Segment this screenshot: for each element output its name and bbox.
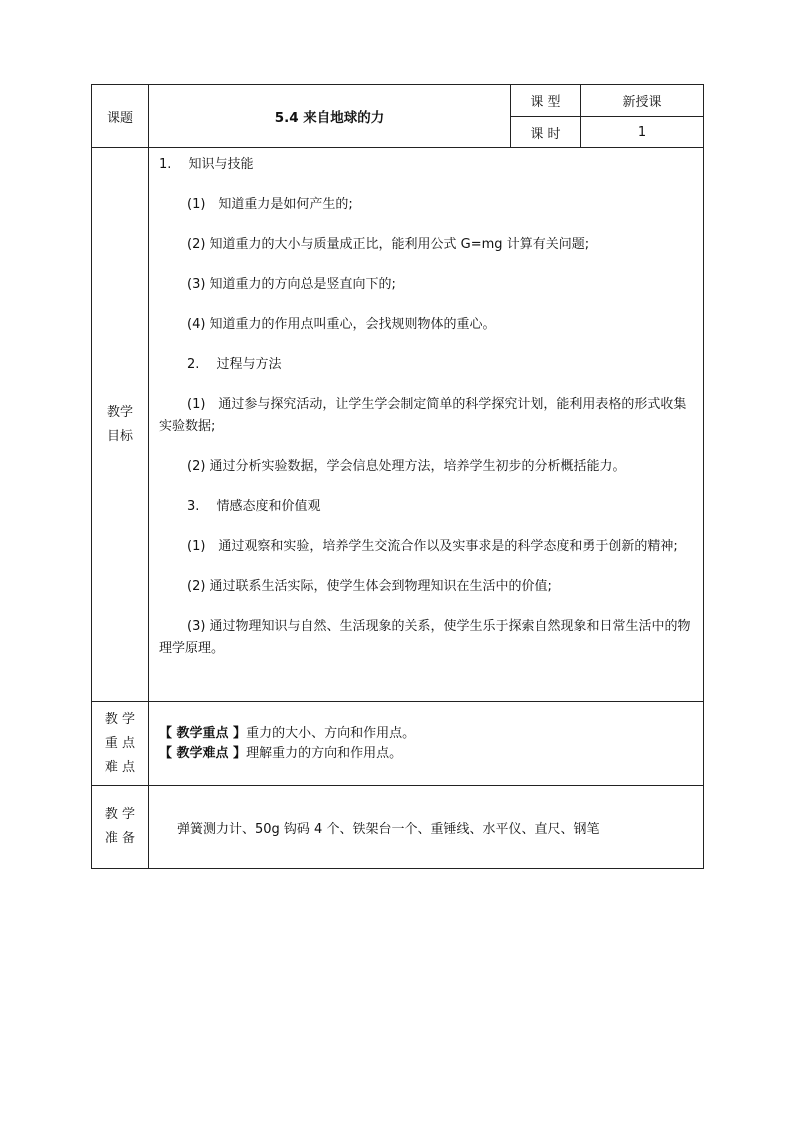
goal-item: (4) 知道重力的作用点叫重心，会找规则物体的重心。 <box>187 317 496 332</box>
goals-content <box>149 148 704 702</box>
lesson-type-label: 课 型 <box>511 85 581 117</box>
goal-heading-process: 2. 过程与方法 <box>187 357 282 372</box>
difficulty-line <box>159 744 695 764</box>
lesson-type-value: 新授课 <box>581 85 704 117</box>
preparation-label <box>92 786 149 869</box>
goal-item: (3) 通过物理知识与自然、生活现象的关系，使学生乐于探索自然现象和日常生活中的物理学原理。 <box>159 619 691 656</box>
goal-item: (2) 通过分析实验数据，学会信息处理方法，培养学生初步的分析概括能力。 <box>187 459 626 474</box>
goal-heading-knowledge: 1. 知识与技能 <box>159 157 254 172</box>
key-points-label-line1: 教 学 <box>104 711 136 727</box>
focus-text: 重力的大小、方向和作用点。 <box>246 725 416 741</box>
goal-item: (2) 知道重力的大小与质量成正比，能利用公式 G=mg 计算有关问题; <box>187 237 590 252</box>
topic-label: 课题 <box>92 85 149 148</box>
goal-item: (1) 知道重力是如何产生的; <box>187 197 353 212</box>
lesson-hours-label: 课 时 <box>511 117 581 148</box>
goal-item: (2) 通过联系生活实际，使学生体会到物理知识在生活中的价值; <box>187 579 552 594</box>
goals-label-line2: 目标 <box>106 428 133 444</box>
preparation-label-line2: 准 备 <box>104 831 136 846</box>
goal-item: (1) 通过参与探究活动，让学生学会制定简单的科学探究计划，能利用表格的形式收集实验数据; <box>159 397 687 434</box>
difficulty-tag: 【 教学难点 】 <box>159 745 247 761</box>
lesson-hours-value: 1 <box>581 117 704 148</box>
goals-label <box>92 148 149 702</box>
key-points-content <box>149 702 704 786</box>
lesson-plan-table <box>91 84 704 869</box>
preparation-label-line1: 教 学 <box>104 807 136 822</box>
goal-item: (1) 通过观察和实验，培养学生交流合作以及实事求是的科学态度和勇于创新的精神; <box>187 539 678 554</box>
goal-heading-attitude: 3. 情感态度和价值观 <box>187 499 321 514</box>
key-points-label-line2: 重 点 <box>104 735 136 751</box>
focus-tag: 【 教学重点 】 <box>159 725 247 741</box>
goals-label-line1: 教学 <box>106 404 133 420</box>
goal-item: (3) 知道重力的方向总是竖直向下的; <box>187 277 396 292</box>
difficulty-text: 理解重力的方向和作用点。 <box>246 745 403 761</box>
focus-line <box>159 724 695 744</box>
key-points-label-line3: 难 点 <box>104 759 136 775</box>
topic-title: 5.4 来自地球的力 <box>149 85 511 148</box>
preparation-content: 弹簧测力计、50g 钩码 4 个、铁架台一个、重锤线、水平仪、直尺、钢笔 <box>149 786 704 869</box>
key-points-label <box>92 702 149 786</box>
